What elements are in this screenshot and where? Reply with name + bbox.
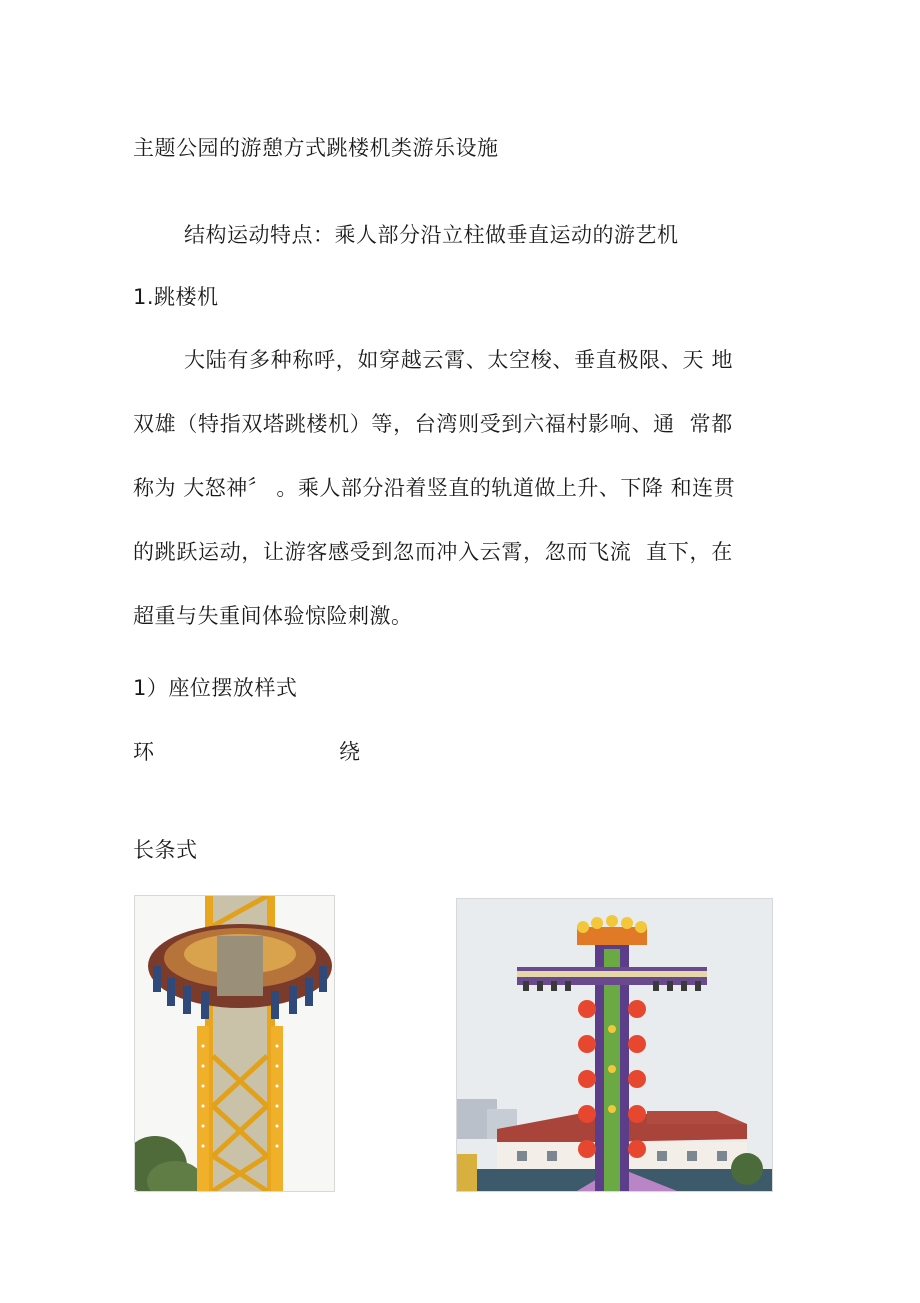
seat-style-ring-left: 环 bbox=[133, 740, 155, 764]
subheading: 1）座位摆放样式 bbox=[133, 676, 298, 700]
document-title: 主题公园的游憩方式跳楼机类游乐设施 bbox=[133, 136, 499, 160]
section-heading: 1.跳楼机 bbox=[133, 285, 219, 309]
seat-style-long: 长条式 bbox=[133, 838, 198, 862]
paragraph-line: 大 陆 有 多 种 称 呼 ， 如 穿 越 云 霄 、 太 空 梭 、 垂 直 极 限 、 天 地 bbox=[184, 348, 733, 372]
paragraph-line: 双 雄 （ 特 指 双 塔 跳 楼 机 ） 等 ， 台 湾 则 受 到 六 福 村 影 响 、 通 常 都 bbox=[133, 412, 733, 436]
paragraph-line: 称 为 大 怒 神 〞 。 乘 人 部 分 沿 着 竖 直 的 轨 道 做 上 升 、 下 降 和 连 贯 bbox=[133, 476, 736, 500]
ring-drop-tower-photo bbox=[134, 895, 335, 1192]
paragraph-line: 超重与失重间体验惊险刺激。 bbox=[133, 604, 413, 628]
seat-style-ring-right: 绕 bbox=[339, 740, 361, 764]
paragraph-line: 的 跳 跃 运 动 ， 让 游 客 感 受 到 忽 而 冲 入 云 霄 ， 忽 而 飞 流 直 下 ， 在 bbox=[133, 540, 733, 564]
long-bar-drop-tower-photo bbox=[456, 898, 773, 1192]
intro-text: 结构运动特点：乘人部分沿立柱做垂直运动的游艺机 bbox=[184, 223, 679, 247]
